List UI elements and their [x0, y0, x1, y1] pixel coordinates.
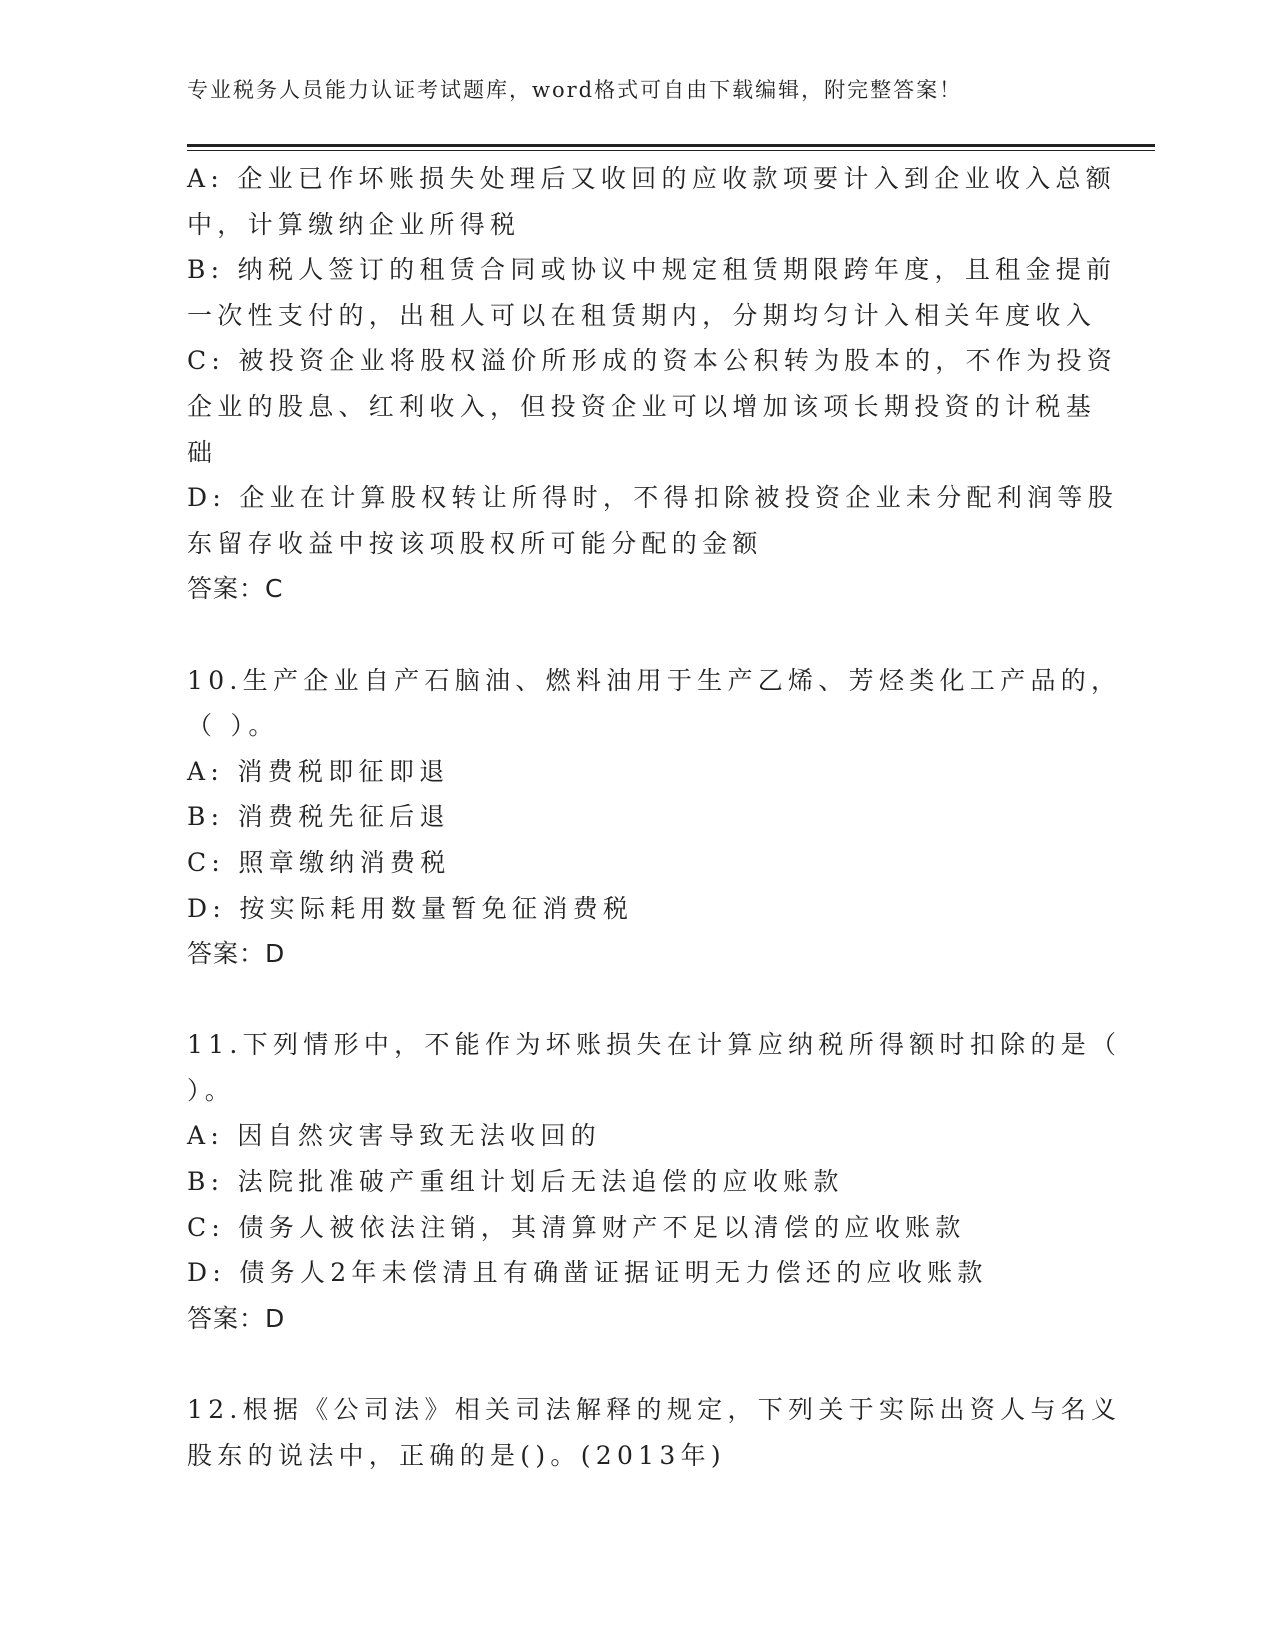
q9-option-c-line-1: C: 被投资企业将股权溢价所形成的资本公积转为股本的，不作为投资 [187, 346, 1118, 376]
q10-option-a: A: 消费税即征即退 [187, 756, 450, 786]
q10-question-line-1: 10.生产企业自产石脑油、燃料油用于生产乙烯、芳烃类化工产品的， [187, 665, 1122, 695]
q11-option-a: A: 因自然灾害导致无法收回的 [187, 1121, 601, 1151]
q10-question-line-2: （ ）。 [187, 711, 279, 741]
header-rule-thick [187, 144, 1155, 147]
q9-option-a-line-1: A: 企业已作坏账损失处理后又收回的应收款项要计入到企业收入总额 [187, 164, 1117, 193]
question-11 [187, 1022, 1122, 1341]
q10-answer: 答案：D [187, 939, 286, 969]
q9-option-c-line-2: 企业的股息、红利收入，但投资企业可以增加该项长期投资的计税基 [187, 391, 1097, 421]
page-header: 专业税务人员能力认证考试题库，word格式可自由下载编辑，附完整答案！ [187, 78, 963, 102]
q9-answer: 答案：C [187, 574, 284, 604]
document-body [187, 156, 1122, 1478]
q9-option-b-line-2: 一次性支付的，出租人可以在租赁期内，分期均匀计入相关年度收入 [187, 300, 1097, 330]
q11-answer: 答案：D [187, 1303, 286, 1333]
q9-option-a-line-2: 中，计算缴纳企业所得税 [187, 209, 521, 239]
q9-option-d-line-1: D: 企业在计算股权转让所得时，不得扣除被投资企业未分配利润等股 [187, 483, 1119, 513]
q11-option-c: C: 债务人被依法注销，其清算财产不足以清偿的应收账款 [187, 1212, 966, 1242]
question-9-options [187, 156, 1119, 612]
question-10 [187, 658, 1122, 977]
q10-option-c: C: 照章缴纳消费税 [187, 847, 451, 877]
q11-question-line-1: 11.下列情形中，不能作为坏账损失在计算应纳税所得额时扣除的是（ [187, 1030, 1122, 1060]
q12-question-line-1: 12.根据《公司法》相关司法解释的规定，下列关于实际出资人与名义 [187, 1395, 1122, 1425]
spacer [187, 612, 1087, 658]
q11-question-line-2: ）。 [187, 1075, 236, 1105]
q10-option-d: D: 按实际耗用数量暂免征消费税 [187, 893, 634, 923]
spacer [187, 977, 1087, 1023]
q9-option-d-line-2: 东留存收益中按该项股权所可能分配的金额 [187, 528, 763, 558]
spacer [187, 1341, 1087, 1387]
header-rule-thin [187, 150, 1155, 151]
q11-option-b: B: 法院批准破产重组计划后无法追偿的应收账款 [187, 1167, 844, 1197]
q11-option-d: D: 债务人2年未偿清且有确凿证据证明无力偿还的应收账款 [187, 1258, 988, 1288]
q12-question-line-2: 股东的说法中，正确的是()。(2013年) [187, 1440, 726, 1470]
q10-option-b: B: 消费税先征后退 [187, 802, 450, 832]
q9-option-b-line-1: B: 纳税人签订的租赁合同或协议中规定租赁期限跨年度，且租金提前 [187, 255, 1117, 285]
q9-option-c-line-3: 础 [187, 437, 218, 467]
question-12 [187, 1387, 1122, 1478]
